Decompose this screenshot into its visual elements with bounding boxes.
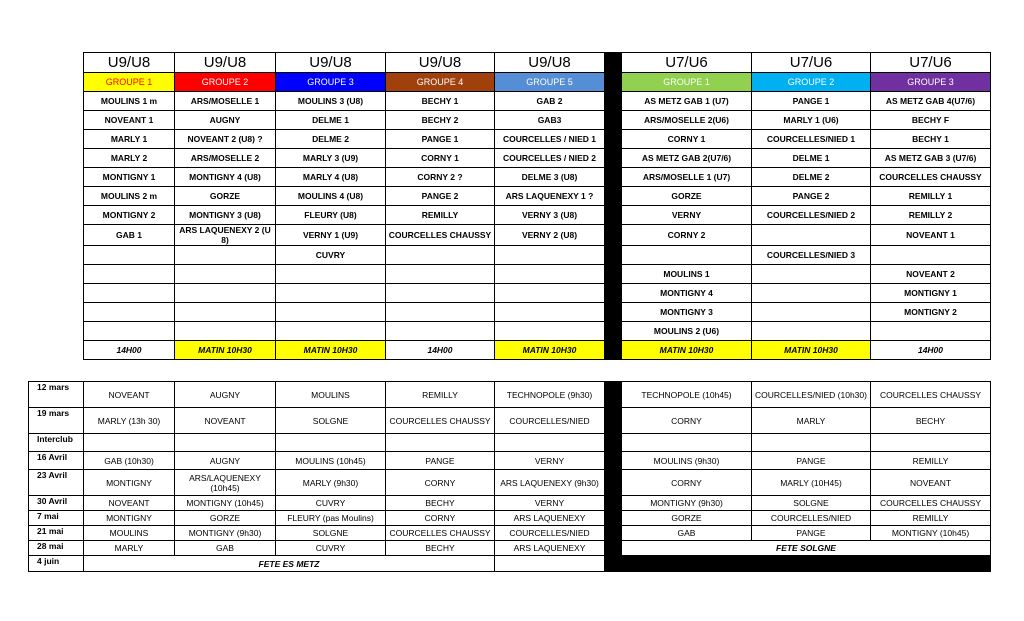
team-cell: DELME 2	[276, 130, 386, 149]
schedule-cell: ARS LAQUENEXY	[495, 511, 605, 526]
team-cell: GORZE	[175, 187, 276, 206]
separator-column	[605, 434, 622, 452]
schedule-cell	[84, 434, 175, 452]
schedule-cell: SOLGNE	[276, 408, 386, 434]
schedule-cell: MOULINS (10h45)	[276, 452, 386, 470]
schedule-cell: REMILLY	[871, 511, 991, 526]
team-cell	[276, 284, 386, 303]
team-cell: ARS/MOSELLE 1	[175, 92, 276, 111]
schedule-cell: NOVEANT	[84, 382, 175, 408]
team-cell: ARS/MOSELLE 2	[175, 149, 276, 168]
schedule-cell: NOVEANT	[871, 470, 991, 496]
black-block	[605, 556, 991, 572]
team-cell	[175, 265, 276, 284]
schedule-cell: NOVEANT	[84, 496, 175, 511]
team-row	[84, 206, 991, 225]
schedule-cell: MOULINS (9h30)	[622, 452, 752, 470]
team-cell: BECHY 1	[386, 92, 495, 111]
team-cell: MOULINS 2 (U6)	[622, 322, 752, 341]
team-cell: COURCELLES CHAUSSY	[386, 225, 495, 246]
schedule-cell: REMILLY	[386, 382, 495, 408]
schedule-cell: COURCELLES CHAUSSY	[871, 496, 991, 511]
team-cell	[84, 322, 175, 341]
schedule-cell: TECHNOPOLE (9h30)	[495, 382, 605, 408]
team-cell	[752, 225, 871, 246]
level-header: U7/U6	[871, 53, 991, 73]
team-cell	[752, 265, 871, 284]
team-cell: MONTIGNY 2	[871, 303, 991, 322]
schedule-cell: FLEURY (pas Moulins)	[276, 511, 386, 526]
team-cell: MARLY 3 (U9)	[276, 149, 386, 168]
schedule-cell: COURCELLES/NIED (10h30)	[752, 382, 871, 408]
schedule-cell: BECHY	[386, 541, 495, 556]
team-cell: NOVEANT 1	[871, 225, 991, 246]
team-cell: COURCELLES / NIED 1	[495, 130, 605, 149]
team-cell	[175, 322, 276, 341]
separator-column	[605, 526, 622, 541]
schedule-row	[29, 434, 991, 452]
time-cell: 14H00	[386, 341, 495, 360]
level-header-row	[84, 53, 991, 73]
schedule-cell: COURCELLES CHAUSSY	[871, 382, 991, 408]
separator-column	[605, 452, 622, 470]
schedule-cell: AUGNY	[175, 382, 276, 408]
team-cell: REMILLY 1	[871, 187, 991, 206]
team-cell: VERNY 3 (U8)	[495, 206, 605, 225]
team-cell: GAB3	[495, 111, 605, 130]
separator-column	[605, 53, 622, 360]
team-cell: NOVEANT 2	[871, 265, 991, 284]
team-cell: MARLY 2	[84, 149, 175, 168]
team-cell: MONTIGNY 2	[84, 206, 175, 225]
team-cell: AS METZ GAB 4(U7/6)	[871, 92, 991, 111]
schedule-cell	[495, 556, 605, 572]
team-cell: COURCELLES/NIED 1	[752, 130, 871, 149]
schedule-cell: MARLY (10H45)	[752, 470, 871, 496]
schedule-cell: MARLY	[84, 541, 175, 556]
level-header: U9/U8	[175, 53, 276, 73]
team-cell: AS METZ GAB 1 (U7)	[622, 92, 752, 111]
team-cell	[386, 322, 495, 341]
team-row	[84, 92, 991, 111]
schedule-cell: AUGNY	[175, 452, 276, 470]
schedule-cell	[622, 434, 752, 452]
team-cell: MONTIGNY 1	[871, 284, 991, 303]
level-header: U9/U8	[276, 53, 386, 73]
schedule-cell: TECHNOPOLE (10h45)	[622, 382, 752, 408]
team-row	[84, 130, 991, 149]
schedule-cell: ARS LAQUENEXY (9h30)	[495, 470, 605, 496]
team-cell: AUGNY	[175, 111, 276, 130]
team-cell	[84, 303, 175, 322]
separator-column	[605, 470, 622, 496]
schedule-cell: BECHY	[871, 408, 991, 434]
schedule-cell: NOVEANT	[175, 408, 276, 434]
team-cell: DELME 2	[752, 168, 871, 187]
group-header: GROUPE 3	[276, 73, 386, 92]
schedule-cell: VERNY	[495, 496, 605, 511]
team-cell: REMILLY 2	[871, 206, 991, 225]
schedule-date: 23 Avril	[29, 470, 84, 496]
level-header: U9/U8	[495, 53, 605, 73]
schedule-date: 30 Avril	[29, 496, 84, 511]
schedule-cell: BECHY	[386, 496, 495, 511]
schedule-date: 16 Avril	[29, 452, 84, 470]
schedule-date: 7 mai	[29, 511, 84, 526]
time-cell: MATIN 10H30	[622, 341, 752, 360]
team-cell: PANGE 2	[752, 187, 871, 206]
schedule-cell: ARS LAQUENEXY	[495, 541, 605, 556]
team-cell	[386, 246, 495, 265]
team-cell: COURCELLES/NIED 2	[752, 206, 871, 225]
team-cell: CUVRY	[276, 246, 386, 265]
team-cell: GORZE	[622, 187, 752, 206]
team-cell: DELME 3 (U8)	[495, 168, 605, 187]
team-cell: MONTIGNY 3	[622, 303, 752, 322]
group-header: GROUPE 2	[175, 73, 276, 92]
team-row	[84, 246, 991, 265]
schedule-date: 12 mars	[29, 382, 84, 408]
team-cell: MOULINS 2 m	[84, 187, 175, 206]
schedule-cell: MONTIGNY (10h45)	[175, 496, 276, 511]
schedule-cell: REMILLY	[871, 452, 991, 470]
schedule-cell: PANGE	[386, 452, 495, 470]
team-cell: BECHY F	[871, 111, 991, 130]
team-cell	[495, 265, 605, 284]
team-cell: MARLY 4 (U8)	[276, 168, 386, 187]
schedule-cell: COURCELLES/NIED	[752, 511, 871, 526]
schedule-cell: MARLY	[752, 408, 871, 434]
group-header: GROUPE 1	[84, 73, 175, 92]
team-cell: MARLY 1 (U6)	[752, 111, 871, 130]
team-cell: COURCELLES/NIED 3	[752, 246, 871, 265]
team-cell	[752, 303, 871, 322]
group-header: GROUPE 5	[495, 73, 605, 92]
time-cell: MATIN 10H30	[276, 341, 386, 360]
schedule-cell: CORNY	[622, 408, 752, 434]
team-cell: CORNY 2 ?	[386, 168, 495, 187]
team-cell: COURCELLES / NIED 2	[495, 149, 605, 168]
team-cell: MONTIGNY 3 (U8)	[175, 206, 276, 225]
schedule-cell: MOULINS	[84, 526, 175, 541]
team-cell	[84, 265, 175, 284]
team-cell: MOULINS 1	[622, 265, 752, 284]
team-cell	[386, 265, 495, 284]
team-cell: PANGE 2	[386, 187, 495, 206]
group-header: GROUPE 3	[871, 73, 991, 92]
time-cell: MATIN 10H30	[752, 341, 871, 360]
level-header: U9/U8	[84, 53, 175, 73]
schedule-cell	[276, 434, 386, 452]
team-cell	[386, 284, 495, 303]
schedule-cell: MONTIGNY	[84, 470, 175, 496]
schedule-row	[29, 511, 991, 526]
team-cell: AS METZ GAB 2(U7/6)	[622, 149, 752, 168]
team-cell: CORNY 1	[386, 149, 495, 168]
schedule-cell: MONTIGNY	[84, 511, 175, 526]
separator-column	[605, 511, 622, 526]
team-cell	[752, 322, 871, 341]
team-cell: VERNY	[622, 206, 752, 225]
team-cell: ARS/MOSELLE 2(U6)	[622, 111, 752, 130]
schedule-date: 4 juin	[29, 556, 84, 572]
group-header: GROUPE 4	[386, 73, 495, 92]
team-cell: PANGE 1	[386, 130, 495, 149]
schedule-cell: GAB	[622, 526, 752, 541]
team-cell: GAB 1	[84, 225, 175, 246]
team-cell: GAB 2	[495, 92, 605, 111]
team-cell	[84, 284, 175, 303]
schedule-row	[29, 496, 991, 511]
schedule-row	[29, 408, 991, 434]
schedule-date: 28 mai	[29, 541, 84, 556]
team-cell	[871, 246, 991, 265]
schedule-cell: GORZE	[175, 511, 276, 526]
schedule-row	[29, 541, 991, 556]
schedule-row	[29, 452, 991, 470]
schedule-cell: CORNY	[622, 470, 752, 496]
schedule-cell: MOULINS	[276, 382, 386, 408]
schedule-date: 21 mai	[29, 526, 84, 541]
team-row	[84, 322, 991, 341]
team-cell	[276, 322, 386, 341]
schedule-cell: MONTIGNY (9h30)	[175, 526, 276, 541]
schedule-cell: SOLGNE	[752, 496, 871, 511]
time-cell: MATIN 10H30	[495, 341, 605, 360]
schedule-cell: CUVRY	[276, 541, 386, 556]
team-cell	[495, 284, 605, 303]
separator-column	[605, 541, 622, 556]
schedule-cell: MONTIGNY (10h45)	[871, 526, 991, 541]
schedule-cell: CORNY	[386, 470, 495, 496]
team-cell: ARS LAQUENEXY 2 (U 8)	[175, 225, 276, 246]
schedule-cell: GAB (10h30)	[84, 452, 175, 470]
schedule-cell: GORZE	[622, 511, 752, 526]
fete-solgne: FETE SOLGNE	[622, 541, 991, 556]
schedule-cell	[386, 434, 495, 452]
team-cell: MOULINS 1 m	[84, 92, 175, 111]
team-cell	[495, 322, 605, 341]
team-cell: ARS LAQUENEXY 1 ?	[495, 187, 605, 206]
time-row	[84, 341, 991, 360]
team-cell: PANGE 1	[752, 92, 871, 111]
schedule-row	[29, 526, 991, 541]
team-cell: DELME 1	[752, 149, 871, 168]
group-header: GROUPE 1	[622, 73, 752, 92]
schedule-cell: COURCELLES CHAUSSY	[386, 526, 495, 541]
time-cell: 14H00	[871, 341, 991, 360]
team-row	[84, 168, 991, 187]
time-cell: MATIN 10H30	[175, 341, 276, 360]
team-cell: VERNY 2 (U8)	[495, 225, 605, 246]
team-cell: DELME 1	[276, 111, 386, 130]
team-row	[84, 225, 991, 246]
team-cell	[84, 246, 175, 265]
team-cell: MOULINS 3 (U8)	[276, 92, 386, 111]
team-cell	[276, 303, 386, 322]
team-cell	[175, 246, 276, 265]
schedule-cell: MARLY (13h 30)	[84, 408, 175, 434]
schedule-cell: PANGE	[752, 526, 871, 541]
team-cell: CORNY 1	[622, 130, 752, 149]
team-cell: REMILLY	[386, 206, 495, 225]
team-cell: BECHY 2	[386, 111, 495, 130]
team-cell: NOVEANT 2 (U8) ?	[175, 130, 276, 149]
schedule-cell	[871, 434, 991, 452]
team-cell	[871, 322, 991, 341]
schedule-cell: VERNY	[495, 452, 605, 470]
schedule-date: Interclub	[29, 434, 84, 452]
team-cell	[386, 303, 495, 322]
team-cell: MARLY 1	[84, 130, 175, 149]
schedule-cell: COURCELLES/NIED	[495, 526, 605, 541]
schedule-cell: SOLGNE	[276, 526, 386, 541]
team-cell: ARS/MOSELLE 1 (U7)	[622, 168, 752, 187]
schedule-cell: COURCELLES CHAUSSY	[386, 408, 495, 434]
schedule-cell	[495, 434, 605, 452]
schedule-row	[29, 382, 991, 408]
team-cell	[495, 246, 605, 265]
separator-column	[605, 496, 622, 511]
schedule-cell: PANGE	[752, 452, 871, 470]
fete-es-metz: FETE ES METZ	[84, 556, 495, 572]
level-header: U9/U8	[386, 53, 495, 73]
schedule-cell: GAB	[175, 541, 276, 556]
schedule-date: 19 mars	[29, 408, 84, 434]
team-cell	[622, 246, 752, 265]
team-row	[84, 187, 991, 206]
team-cell: MONTIGNY 1	[84, 168, 175, 187]
schedule-row	[29, 470, 991, 496]
team-cell: BECHY 1	[871, 130, 991, 149]
schedule-table	[28, 381, 991, 572]
team-cell	[175, 284, 276, 303]
separator-column	[605, 382, 622, 408]
group-header: GROUPE 2	[752, 73, 871, 92]
team-row	[84, 149, 991, 168]
separator-column	[605, 408, 622, 434]
team-cell	[752, 284, 871, 303]
schedule-cell: CORNY	[386, 511, 495, 526]
schedule-cell: MARLY (9h30)	[276, 470, 386, 496]
schedule-cell: CUVRY	[276, 496, 386, 511]
team-row	[84, 303, 991, 322]
schedule-cell	[752, 434, 871, 452]
group-header-row	[84, 73, 991, 92]
schedule-cell	[175, 434, 276, 452]
team-row	[84, 111, 991, 130]
time-cell: 14H00	[84, 341, 175, 360]
team-cell: AS METZ GAB 3 (U7/6)	[871, 149, 991, 168]
team-cell: CORNY 2	[622, 225, 752, 246]
team-row	[84, 265, 991, 284]
team-cell: MOULINS 4 (U8)	[276, 187, 386, 206]
groups-table	[83, 52, 991, 360]
team-cell: MONTIGNY 4	[622, 284, 752, 303]
team-cell: MONTIGNY 4 (U8)	[175, 168, 276, 187]
team-cell: VERNY 1 (U9)	[276, 225, 386, 246]
team-cell: FLEURY (U8)	[276, 206, 386, 225]
team-cell: COURCELLES CHAUSSY	[871, 168, 991, 187]
team-cell	[276, 265, 386, 284]
level-header: U7/U6	[752, 53, 871, 73]
schedule-cell: MONTIGNY (9h30)	[622, 496, 752, 511]
schedule-cell: COURCELLES/NIED	[495, 408, 605, 434]
team-cell: NOVEANT 1	[84, 111, 175, 130]
level-header: U7/U6	[622, 53, 752, 73]
schedule-cell: ARS/LAQUENEXY (10h45)	[175, 470, 276, 496]
schedule-row	[29, 556, 991, 572]
team-row	[84, 284, 991, 303]
team-cell	[495, 303, 605, 322]
team-cell	[175, 303, 276, 322]
